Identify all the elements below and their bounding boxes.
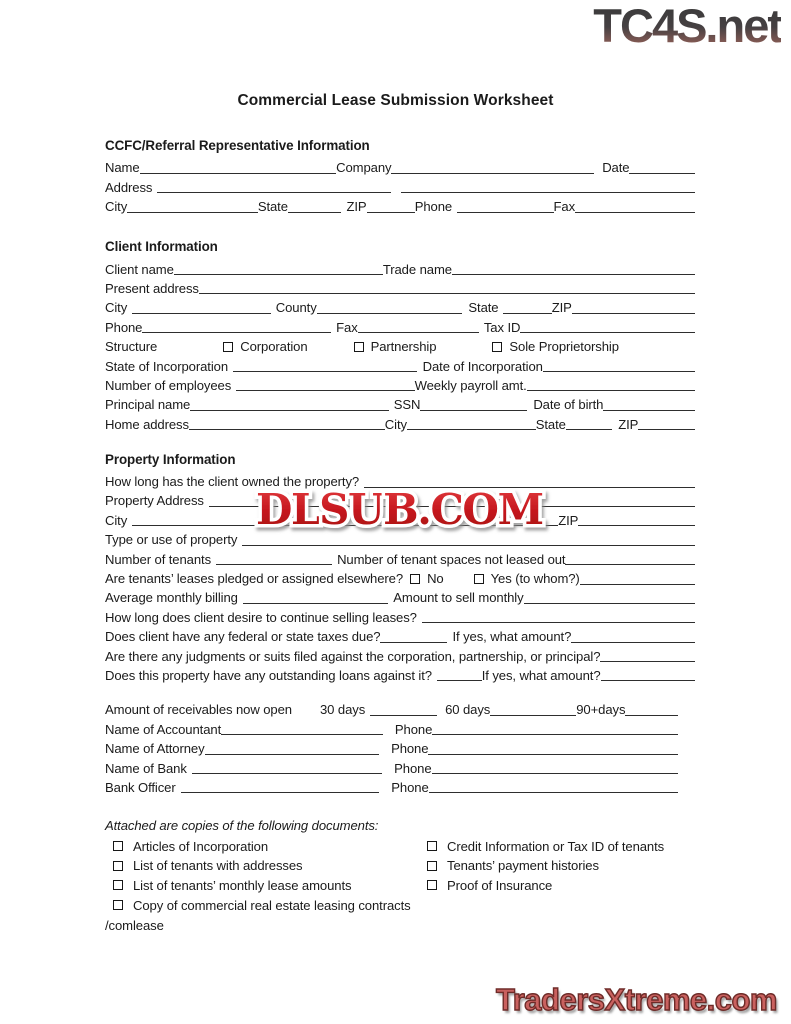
blank-line[interactable] (429, 791, 678, 793)
field-label: Number of tenant spaces not leased out (337, 551, 566, 567)
section-heading: CCFC/Referral Representative Information (105, 138, 370, 153)
blank-line[interactable] (243, 602, 388, 604)
field-label: State (468, 300, 499, 316)
form-row (105, 258, 695, 277)
field-label: If yes, what amount? (452, 629, 572, 645)
field-label: No (427, 571, 444, 587)
checkbox[interactable] (427, 861, 437, 871)
checkbox[interactable] (427, 841, 437, 851)
form-row (105, 355, 695, 374)
form-row (105, 665, 695, 684)
field-label: City (105, 199, 128, 215)
blank-line[interactable] (391, 172, 594, 174)
attachment-label: Copy of commercial real estate leasing contracts (133, 897, 411, 913)
field-label: Phone (391, 779, 429, 795)
field-label: Does client have any federal or state taxes due? (105, 629, 381, 645)
blank-line[interactable] (190, 409, 389, 411)
blank-line[interactable] (543, 370, 695, 372)
blank-line[interactable] (367, 211, 415, 213)
field-label: How long does client desire to continue selling leases? (105, 609, 417, 625)
field-label: Phone (391, 741, 429, 757)
blank-line[interactable] (600, 660, 695, 662)
field-label: Bank Officer (105, 779, 176, 795)
form-row (105, 176, 695, 195)
page-title: Commercial Lease Submission Worksheet (237, 92, 554, 109)
blank-line[interactable] (221, 733, 383, 735)
blank-line[interactable] (189, 428, 385, 430)
blank-line[interactable] (571, 641, 695, 643)
field-label: Tax ID (483, 319, 521, 335)
field-label: Are there any judgments or suits filed against the corporation, partnership, or principal? (105, 648, 601, 664)
field-label: Weekly payroll amt. (414, 377, 527, 393)
field-label: City (105, 512, 128, 528)
comlease-note: /comlease (105, 918, 164, 934)
attachments-columns (105, 837, 695, 915)
field-label: Amount to sell monthly (393, 590, 524, 606)
attachment-label: Tenants’ payment histories (447, 858, 599, 874)
form-row (105, 278, 695, 297)
field-label: Number of tenants (105, 551, 212, 567)
attachment-label: Articles of Incorporation (133, 838, 269, 854)
field-label: Are tenants’ leases pledged or assigned elsewhere? (105, 571, 404, 587)
field-label: Principal name (105, 397, 191, 413)
blank-line[interactable] (242, 544, 695, 546)
blank-line[interactable] (233, 370, 417, 372)
blank-line[interactable] (140, 172, 337, 174)
field-label: Amount of receivables now open (105, 702, 292, 718)
checkbox[interactable] (410, 574, 420, 584)
blank-line[interactable] (575, 211, 695, 213)
attachment-item (113, 857, 427, 877)
field-label: Date of Incorporation (422, 358, 543, 374)
blank-line[interactable] (625, 714, 678, 716)
blank-line[interactable] (578, 524, 695, 526)
field-label: City (105, 300, 128, 316)
blank-line[interactable] (288, 211, 342, 213)
field-label: If yes, what amount? (481, 667, 601, 683)
attachment-label: Proof of Insurance (447, 877, 553, 893)
attachment-label: Credit Information or Tax ID of tenants (447, 838, 665, 854)
blank-line[interactable] (457, 211, 553, 213)
field-label: Present address (105, 280, 199, 296)
form-row (105, 336, 695, 355)
checkbox[interactable] (354, 342, 364, 352)
form-row (105, 297, 695, 316)
attachment-item (427, 876, 695, 896)
form-row (105, 777, 695, 796)
blank-line[interactable] (132, 312, 271, 314)
form-row (105, 738, 695, 757)
form-row (105, 568, 695, 587)
attachment-label: List of tenants with addresses (133, 858, 303, 874)
checkbox[interactable] (427, 880, 437, 890)
blank-line[interactable] (420, 409, 527, 411)
blank-line[interactable] (527, 389, 695, 391)
section-heading: Client Information (105, 239, 218, 255)
blank-line[interactable] (407, 428, 536, 430)
checkbox[interactable] (113, 880, 123, 890)
blank-line[interactable] (432, 733, 678, 735)
blank-line[interactable] (192, 772, 382, 774)
attachments-right-column (427, 837, 695, 915)
blank-line[interactable] (317, 312, 463, 314)
blank-line[interactable] (370, 714, 437, 716)
blank-line[interactable] (565, 563, 695, 565)
form-row (105, 718, 695, 737)
blank-line[interactable] (174, 273, 383, 275)
field-label: State (257, 199, 288, 215)
form-row (105, 316, 695, 335)
field-label: Yes (to whom?) (490, 571, 580, 587)
field-label: Does this property have any outstanding loans against it? (105, 667, 432, 683)
field-label: ZIP (551, 300, 572, 316)
field-label: Name (105, 160, 140, 176)
form-section (105, 237, 695, 433)
field-label: Phone (394, 760, 432, 776)
field-label: 30 days (319, 702, 366, 718)
field-label: Structure (105, 339, 158, 355)
field-label: Home address (105, 416, 189, 432)
checkbox[interactable] (223, 342, 233, 352)
attachment-item (113, 896, 427, 916)
attachments-section (105, 816, 695, 935)
checkbox[interactable] (113, 861, 123, 871)
field-label: Type or use of property (105, 532, 238, 548)
checkbox[interactable] (492, 342, 502, 352)
field-label: Fax (336, 319, 358, 335)
field-label: Property Address (105, 493, 204, 509)
field-label: Fax (553, 199, 576, 215)
field-label: County (275, 300, 317, 316)
field-label: Number of employees (105, 377, 232, 393)
field-label: City (384, 416, 407, 432)
field-label: 60 days (445, 702, 491, 718)
blank-line[interactable] (490, 714, 576, 716)
blank-line[interactable] (205, 753, 379, 755)
field-label: SSN (393, 397, 421, 413)
field-label: Name of Bank (105, 760, 187, 776)
form-row (105, 394, 695, 413)
blank-line[interactable] (216, 563, 332, 565)
field-label: Date of birth (533, 397, 604, 413)
form-row (105, 626, 695, 645)
field-label: Corporation (240, 339, 308, 355)
blank-line[interactable] (142, 331, 331, 333)
blank-line[interactable] (358, 331, 479, 333)
form-row (105, 587, 695, 606)
dlsub-watermark (248, 478, 552, 540)
field-label: ZIP (558, 512, 579, 528)
form-row (105, 606, 695, 625)
blank-line[interactable] (401, 191, 695, 193)
blank-line[interactable] (603, 409, 695, 411)
field-label: 90+days (576, 702, 626, 718)
blank-line[interactable] (580, 583, 695, 585)
blank-line[interactable] (572, 312, 695, 314)
blank-line[interactable] (520, 331, 695, 333)
attachment-item (113, 876, 427, 896)
form-section (105, 699, 695, 796)
blank-line[interactable] (422, 621, 695, 623)
form-row (105, 757, 695, 776)
field-label: Phone (394, 721, 433, 737)
field-label: ZIP (618, 416, 639, 432)
field-label: Sole Proprietorship (509, 339, 619, 355)
attachment-item (113, 837, 427, 857)
blank-line[interactable] (127, 211, 258, 213)
blank-line[interactable] (157, 191, 391, 193)
field-label: Address (105, 179, 153, 195)
field-label: Name of Attorney (105, 741, 205, 757)
dlsub-watermark-text: DLSUB.COM (256, 485, 544, 534)
field-label: State (535, 416, 566, 432)
blank-line[interactable] (380, 641, 447, 643)
blank-line[interactable] (638, 428, 695, 430)
blank-line[interactable] (503, 312, 551, 314)
blank-line[interactable] (236, 389, 414, 391)
blank-line[interactable] (452, 273, 695, 275)
field-label: How long has the client owned the property? (105, 474, 360, 490)
blank-line[interactable] (524, 602, 695, 604)
dlsub-watermark-graphic (248, 478, 552, 540)
form-sections (105, 136, 695, 796)
checkbox[interactable] (113, 900, 123, 910)
field-label: Client name (105, 261, 174, 277)
field-label: Trade name (382, 261, 452, 277)
field-label: Partnership (370, 339, 437, 355)
field-label: Phone (414, 199, 453, 215)
field-label: Average monthly billing (105, 590, 238, 606)
attachment-label: List of tenants’ monthly lease amounts (133, 877, 352, 893)
blank-line[interactable] (432, 772, 678, 774)
field-label: Company (336, 160, 392, 176)
form-row (105, 413, 695, 432)
field-label: State of Incorporation (105, 358, 228, 374)
blank-line[interactable] (428, 753, 678, 755)
attachment-item (427, 837, 695, 857)
blank-line[interactable] (566, 428, 612, 430)
blank-line[interactable] (601, 679, 695, 681)
checkbox[interactable] (113, 841, 123, 851)
attachments-heading: Attached are copies of the following documents: (105, 817, 379, 833)
blank-line[interactable] (629, 172, 695, 174)
tc4s-logo: TC4S.net (593, 0, 781, 52)
form-section (105, 136, 695, 215)
form-row (105, 645, 695, 664)
tradersxtreme-logo: TradersXtreme.com (496, 982, 777, 1017)
attachments-left-column (105, 837, 427, 915)
blank-line[interactable] (437, 679, 482, 681)
form-row (105, 699, 695, 718)
checkbox[interactable] (474, 574, 484, 584)
form-row (105, 157, 695, 176)
field-label: Name of Accountant (105, 721, 222, 737)
attachment-item (427, 857, 695, 877)
field-label: ZIP (346, 199, 367, 215)
section-heading: Property Information (105, 451, 236, 467)
field-label: Date (602, 160, 630, 176)
form-row (105, 548, 695, 567)
form-row (105, 196, 695, 215)
field-label: Phone (105, 319, 143, 335)
blank-line[interactable] (199, 292, 695, 294)
blank-line[interactable] (181, 791, 380, 793)
form-row (105, 375, 695, 394)
